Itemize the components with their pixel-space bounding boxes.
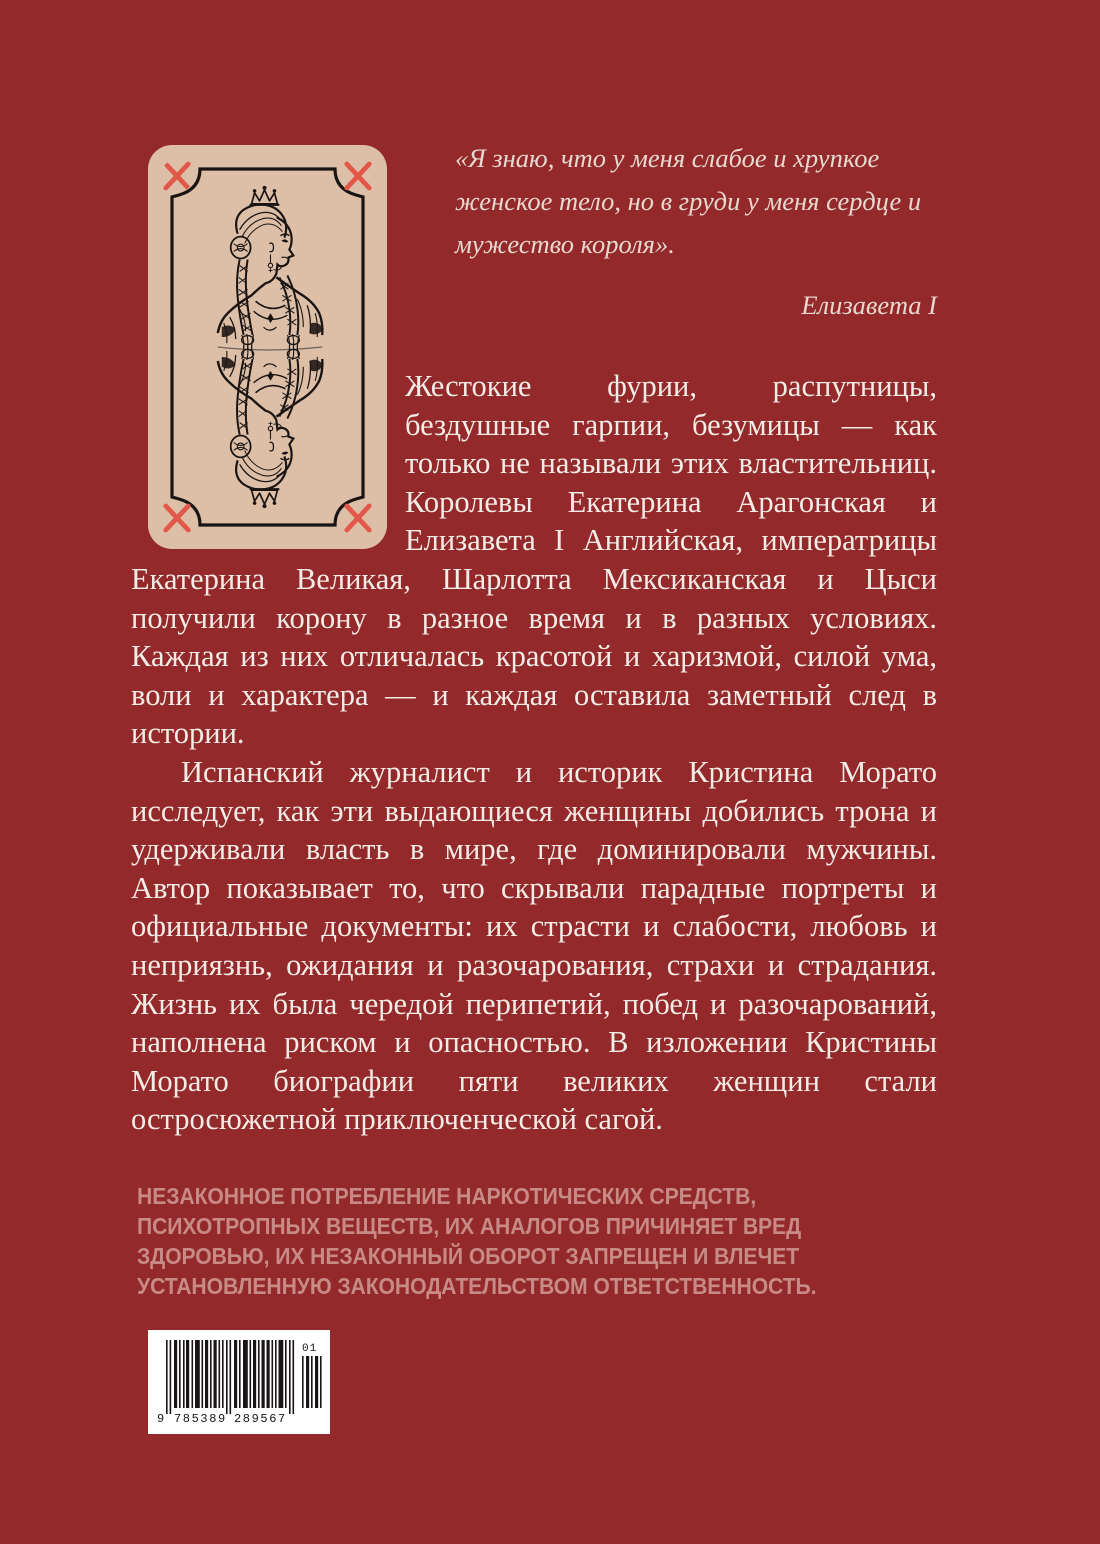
barcode (148, 1330, 330, 1434)
barcode-addon-digits: 01 (302, 1343, 318, 1355)
blurb-area (131, 145, 937, 1139)
legal-disclaimer: НЕЗАКОННОЕ ПОТРЕБЛЕНИЕ НАРКОТИЧЕСКИХ СРЕДСТВ, ПСИХОТРОПНЫХ ВЕЩЕСТВ, ИХ АНАЛОГОВ ПРИЧИНЯЕТ ВРЕД ЗДОРОВЬЮ, ИХ НЕЗАКОННЫЙ ОБОРОТ ЗАПРЕЩЕН И ВЛЕЧЕТ УСТАНОВЛЕННУЮ ЗАКОНОДАТЕЛЬСТВОМ ОТВЕТСТВЕННОСТЬ. (137, 1183, 817, 1299)
blurb-paragraph: Жестокие фурии, распутницы, бездушные гарпии, безумицы — как только не называли этих властительниц. Королевы Екатерина Арагонская и Елизавета I Английская, императрицы Екатерина Великая, Шарлотта Мексиканская и Цыси получили корону в разное время и в разных условиях. Каждая из них отличалась красотой и харизмой, силой ума, воли и характера — и каждая оставила заметный след в истории. (131, 369, 937, 751)
blurb-paragraph: Испанский журналист и историк Кристина Морато исследует, как эти выдающиеся женщины добились трона и удерживали власть в мире, где доминировали мужчины. Автор показывает то, что скрывали парадные портреты и официальные документы: их страсти и слабости, любовь и неприязнь, ожидания и разочарования, страхи и страдания. Жизнь их была чередой перипетий, побед и разочарований, наполнена риском и опасностью. В изложении Кристины Морато биографии пяти великих женщин стали остросюжетной приключенческой сагой. (131, 754, 937, 1137)
queen-portrait-illustration (178, 171, 357, 523)
barcode-left-digits: 785389 (174, 1412, 227, 1426)
epigraph-quote: «Я знаю, что у меня слабое и хрупкое женское тело, но в груди у меня сердце и мужество короля». (455, 143, 922, 259)
barcode-lead-digit: 9 (157, 1412, 165, 1426)
epigraph-attribution: Елизавета I (801, 290, 937, 320)
playing-card-illustration (148, 145, 387, 549)
barcode-right-digits: 289567 (234, 1412, 287, 1426)
